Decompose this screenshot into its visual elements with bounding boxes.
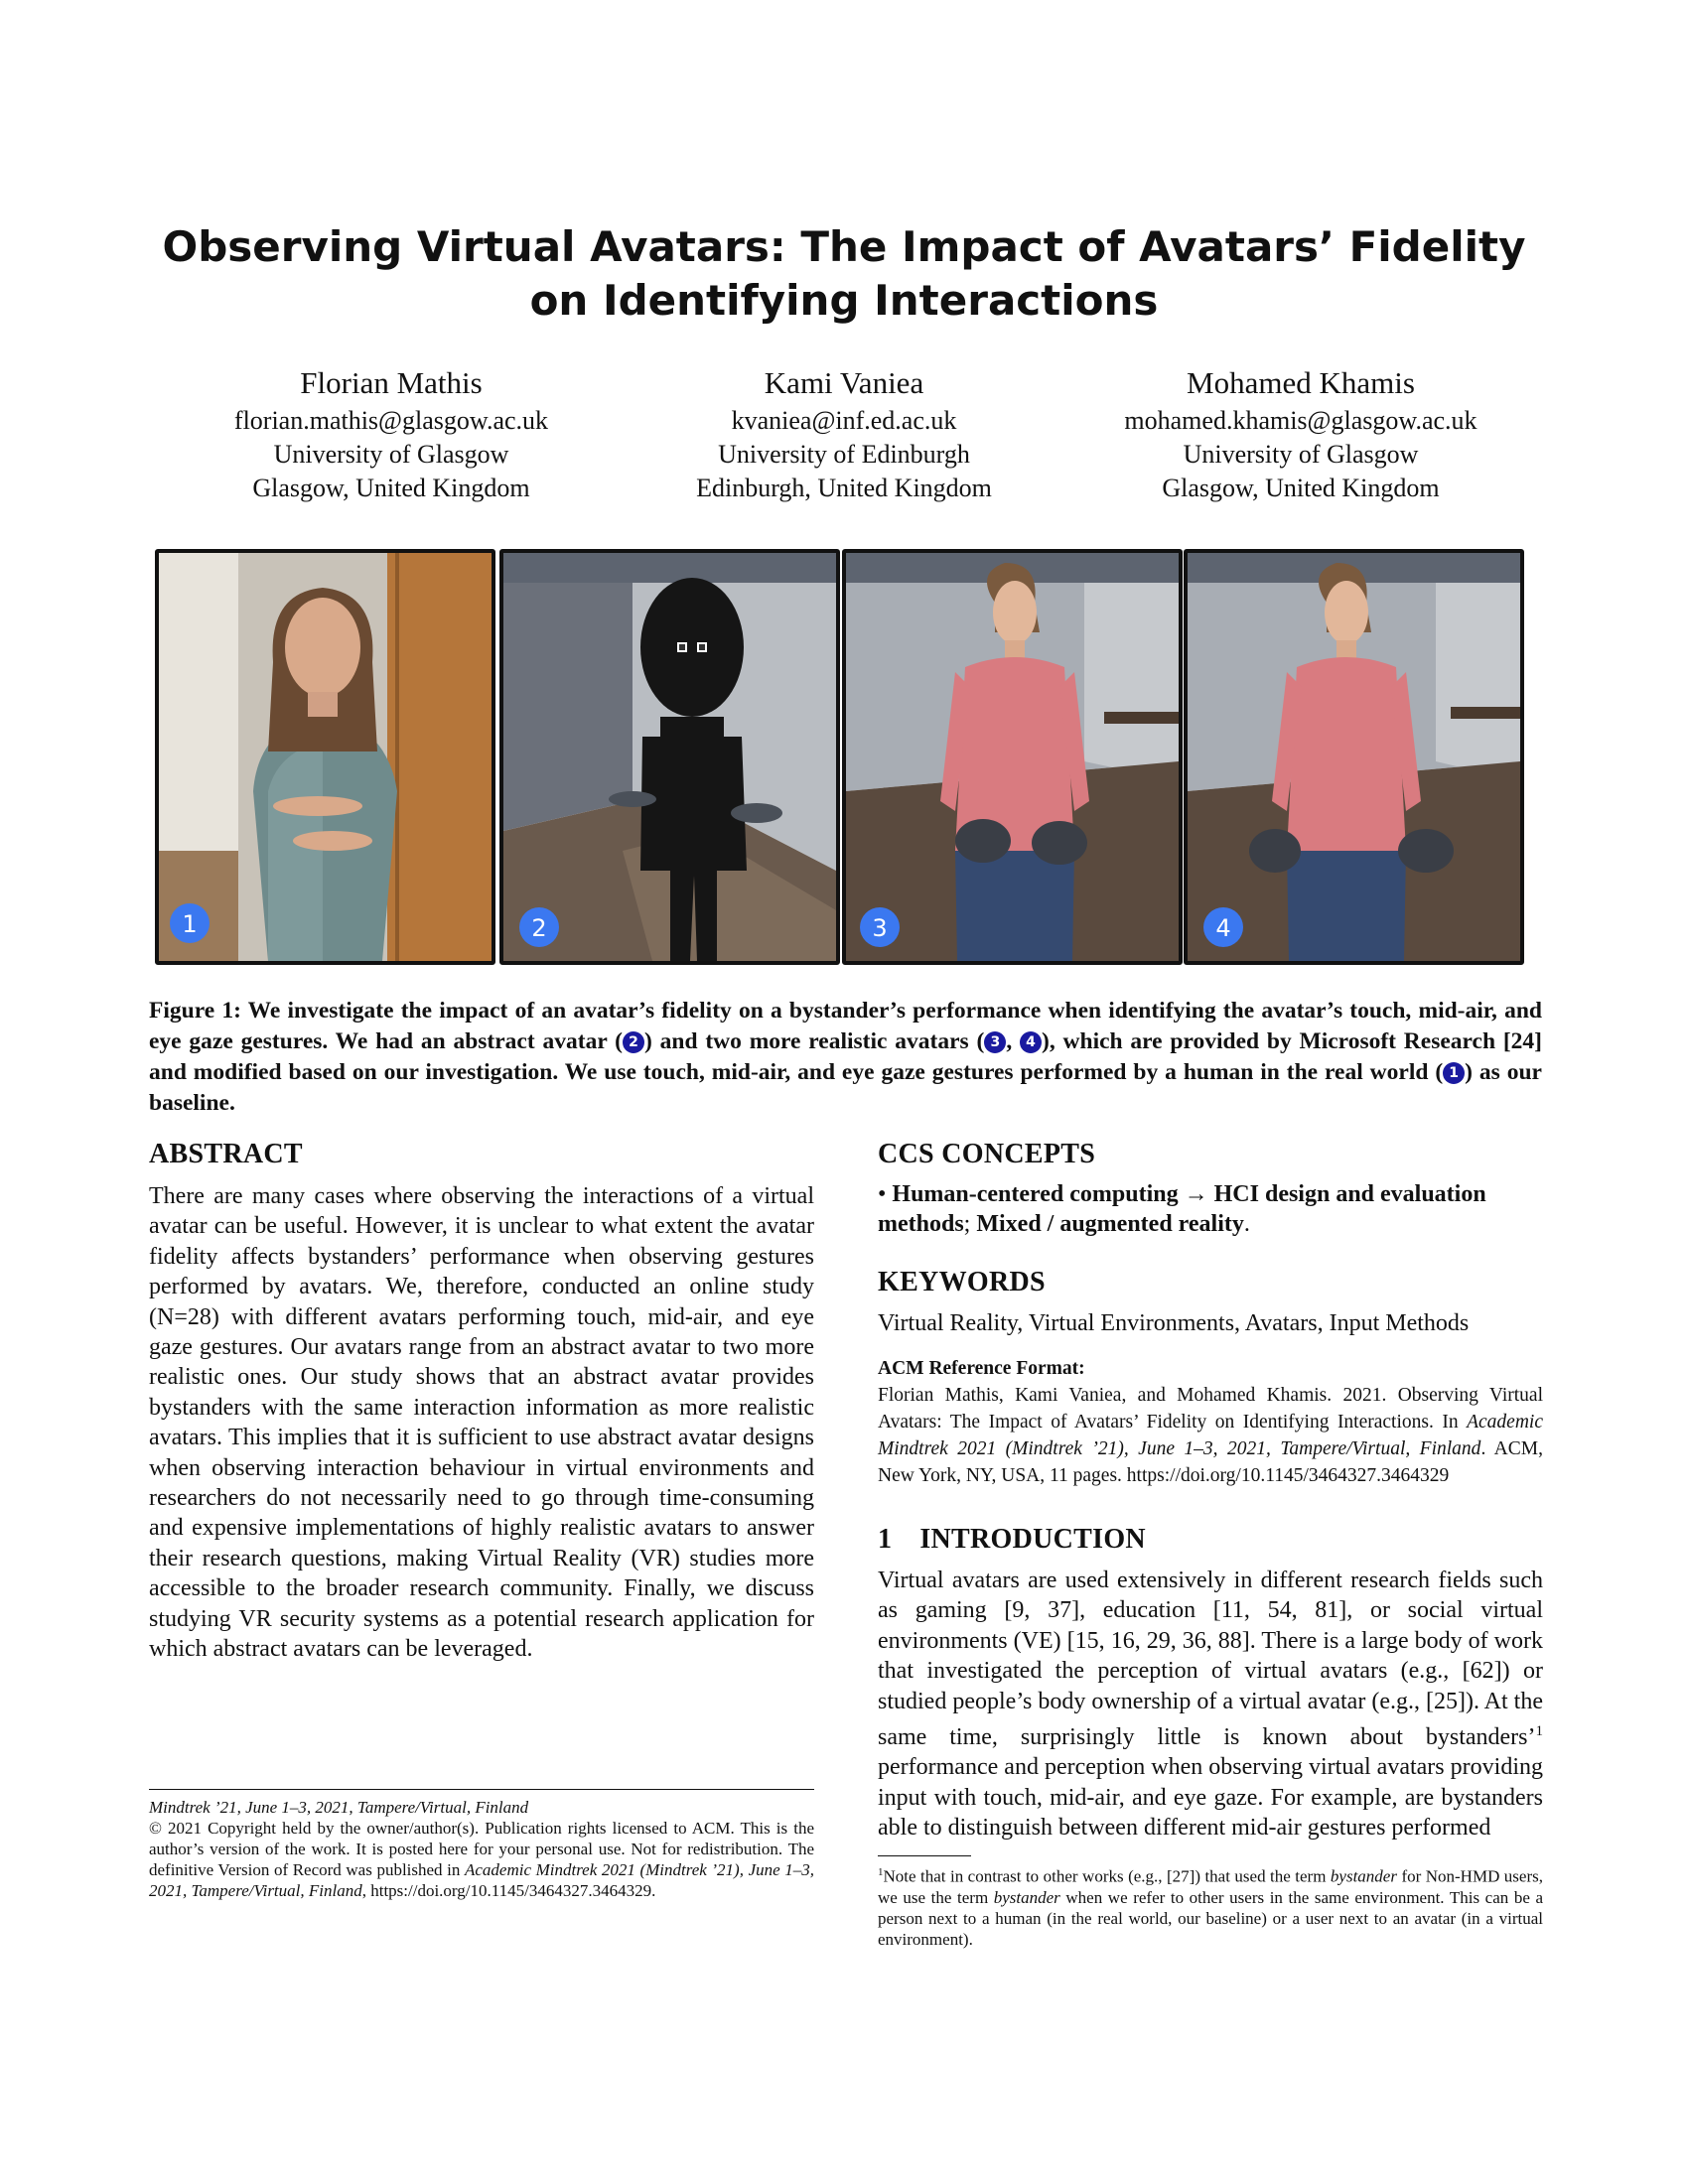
intro-heading: 1 INTRODUCTION	[878, 1524, 1146, 1555]
intro-text: Virtual avatars are used extensively in different research fields such as gaming [9, 37], education [11, 54, 81], or social virtual environments (VE) [15, 16, 29, 36, 88]. There is a large body of work that investigated the perception of virtual avatars (e.g., [62]) or studied people’s body ownership of a virtual avatar (e.g., [25]). At the same time, surprisingly little is known about bystanders’$^1$ performance and perception when observing virtual avatars providing input with touch, mid-air, and eye gaze. For example, are bystanders able to distinguish between different mid-air gestures performed	[878, 1568, 1543, 1842]
panel-number: 2	[531, 914, 547, 942]
acm-reference-text: Florian Mathis, Kami Vaniea, and Mohamed Khamis. 2021. Observing Virtual Avatars: The Impact of Avatars’ Fidelity on Identifying Interactions. In Academic Mindtrek 2021 (Mindtrek ’21), June 1–3, 2021, Tampere/Virtual, Finland. ACM, New York, NY, USA, 11 pages. https://doi.org/10.1145/3464327.3464329	[878, 1385, 1543, 1486]
footnote-rule	[878, 1855, 971, 1856]
acm-reference	[878, 1355, 1543, 1489]
ccs-heading: CCS CONCEPTS	[878, 1139, 1096, 1169]
caption-marker: 4	[1020, 1031, 1042, 1053]
figure-panel-abstract-avatar	[499, 549, 840, 965]
abstract-heading: ABSTRACT	[149, 1139, 303, 1169]
paper-title: Observing Virtual Avatars: The Impact of Avatars’ Fidelity on Identifying Interactions	[162, 222, 1526, 325]
author-name: Kami Vaniea	[764, 365, 924, 400]
author-affiliation: University of Glasgow	[273, 440, 509, 469]
caption-marker: 3	[984, 1031, 1006, 1053]
figure-panel-realistic-avatar-b	[1184, 549, 1524, 965]
panel-number: 1	[182, 910, 198, 938]
author-affiliation: University of Glasgow	[1183, 440, 1419, 469]
abstract-text: There are many cases where observing the interactions of a virtual avatar can be useful. However, it is unclear to what extent the avatar fidelity affects bystanders’ performance when observing gestures performed by avatars. We, therefore, conducted an online study (N=28) with different avatars performing touch, mid-air, and eye gaze gestures. Our avatars range from an abstract avatar to two more realistic ones. Our study shows that an abstract avatar provides bystanders with the same interaction information as more realistic avatars. This implies that it is sufficient to use abstract avatar designs when observing interaction behaviour in virtual environments and researchers do not necessarily need to go through time-consuming and expensive implementations of highly realistic avatars to answer their research questions, making Virtual Reality (VR) studies more accessible to the broader research community. Finally, we discuss studying VR security systems as a potential research application for which abstract avatars can be leveraged.	[149, 1183, 814, 1663]
author-name: Florian Mathis	[300, 365, 483, 400]
venue-line: Mindtrek ’21, June 1–3, 2021, Tampere/Virtual, Finland	[149, 1798, 529, 1817]
realistic-avatar-render	[1188, 553, 1520, 961]
panel-number: 3	[872, 914, 888, 942]
ccs-concepts: • Human-centered computing → HCI design and evaluation methods; Mixed / augmented reality.	[878, 1181, 1486, 1238]
author-location: Edinburgh, United Kingdom	[696, 474, 992, 502]
abstract-avatar-render	[503, 553, 836, 961]
author-location: Glasgow, United Kingdom	[252, 474, 530, 502]
copyright-block	[149, 1797, 814, 1901]
author-location: Glasgow, United Kingdom	[1162, 474, 1440, 502]
author-email: florian.mathis@glasgow.ac.uk	[233, 406, 549, 435]
keywords-text: Virtual Reality, Virtual Environments, Avatars, Input Methods	[878, 1310, 1470, 1336]
author-block-2	[626, 362, 1062, 505]
realistic-avatar-render	[846, 553, 1179, 961]
caption-marker: 2	[623, 1031, 644, 1053]
author-block-3	[1082, 362, 1519, 505]
author-affiliation: University of Edinburgh	[718, 440, 970, 469]
acm-reference-heading: ACM Reference Format:	[878, 1358, 1085, 1379]
caption-marker: 1	[1443, 1062, 1465, 1084]
footnote: $^1$Note that in contrast to other works (e.g., [27]) that used the term bystander for Non-HMD users, we use the term bystander when we refer to other users in the same environment. This can be a person next to a human (in the real world, our baseline) or a user next to an avatar (in a virtual environment).	[878, 1866, 1543, 1949]
figure-panel-realistic-avatar-a	[842, 549, 1183, 965]
author-block-1	[173, 362, 610, 505]
author-name: Mohamed Khamis	[1187, 365, 1415, 400]
keywords-heading: KEYWORDS	[878, 1267, 1046, 1297]
panel-number: 4	[1215, 914, 1231, 942]
author-email: kvaniea@inf.ed.ac.uk	[731, 406, 957, 435]
figure-panel-human	[155, 549, 495, 965]
copyright-text: © 2021 Copyright held by the owner/author(s). Publication rights licensed to ACM. This is the author’s version of the work. It is posted here for your personal use. Not for redistribution. The definitive Version of Record was published in Academic Mindtrek 2021 (Mindtrek ’21), June 1–3, 2021, Tampere/Virtual, Finland, https://doi.org/10.1145/3464327.3464329.	[149, 1819, 814, 1900]
footer-rule	[149, 1789, 814, 1790]
human-photo	[159, 553, 492, 961]
figure-caption: Figure 1: We investigate the impact of an avatar’s fidelity on a bystander’s performance when identifying the avatar’s touch, mid-air, and eye gaze gestures. We had an abstract avatar ( 2 ) and two more realistic avatars ( 3 , 4 ), which are provided by Microsoft Research [24] and modified based on our investigation. We use touch, mid-air, and eye gaze gestures performed by a human in the real world ( 1 ) as our baseline.	[149, 998, 1543, 1116]
author-email: mohamed.khamis@glasgow.ac.uk	[1124, 406, 1477, 435]
